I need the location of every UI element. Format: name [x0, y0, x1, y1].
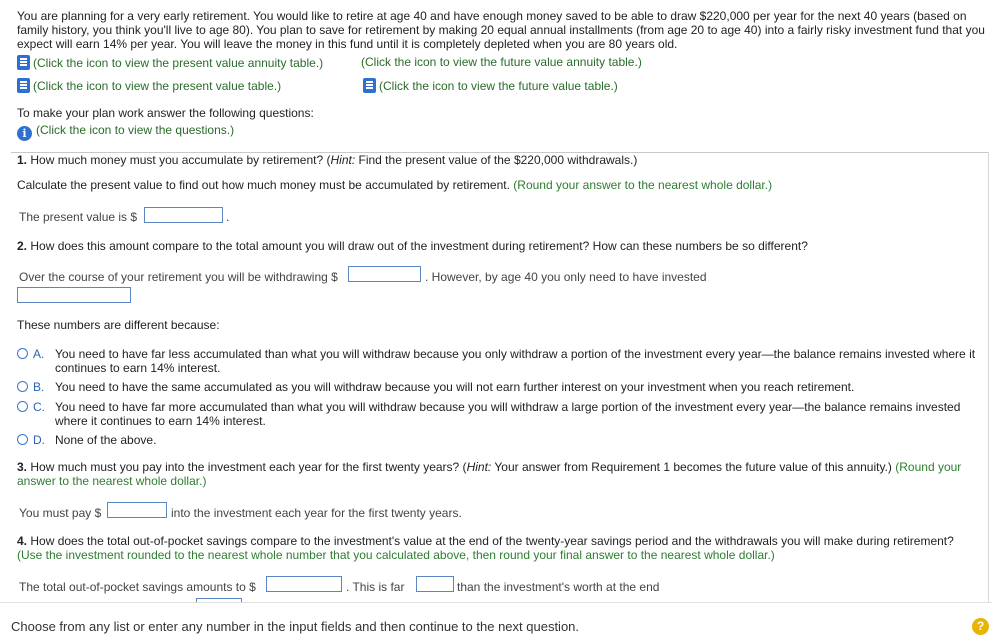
pv-annuity-link[interactable]: (Click the icon to view the present value annuity table.): [17, 55, 323, 70]
book-icon[interactable]: [17, 55, 30, 70]
question-3: 3. How much must you pay into the investment each year for the first twenty years? (Hint: Your answer from Requirement 1 becomes the future value of this annuity.) (Round your answer to the nearest whole dollar.): [17, 460, 962, 488]
annual-payment-input[interactable]: [107, 502, 167, 518]
present-value-label: The present value is $: [19, 210, 138, 224]
pv-table-link[interactable]: (Click the icon to view the present value table.): [17, 78, 281, 93]
questions-link[interactable]: i (Click the icon to view the questions.): [17, 123, 234, 141]
withdraw-label: Over the course of your retirement you will be withdrawing $: [19, 270, 338, 284]
radio-button[interactable]: [17, 381, 28, 392]
question-1-instructions: Calculate the present value to find out how much money must be accumulated by retirement. (Round your answer to the nearest whole dollar.): [17, 178, 773, 192]
invested-label: . However, by age 40 you only need to have invested: [425, 270, 707, 284]
far-label: . This is far: [346, 580, 405, 594]
plan-text: To make your plan work answer the following questions:: [17, 106, 314, 120]
radio-button[interactable]: [17, 434, 28, 445]
option-a[interactable]: A. You need to have far less accumulated than what you will withdraw because you only withdraw a portion of the investment every year—the balance remains invested where it continues to earn 14% interest.: [17, 347, 982, 375]
because-text: These numbers are different because:: [17, 318, 220, 332]
problem-intro: You are planning for a very early retirement. You would like to retire at age 40 and have enough money saved to be able to draw $220,000 per year for the next 40 years (based on family history, you think you'll live to age 80). You plan to save for retirement by making 20 equal annual installments (from age 20 to age 40) into a fairly risky investment fund that you expect will earn 14% per year. You will leave the money in this fund until it is completely depleted when you are 80 years old.: [17, 9, 985, 51]
fv-annuity-link[interactable]: (Click the icon to view the future value annuity table.): [361, 55, 642, 69]
help-icon[interactable]: ?: [972, 618, 989, 635]
fv-table-link[interactable]: (Click the icon to view the future value table.): [363, 78, 618, 93]
total-savings-label: The total out-of-pocket savings amounts to $: [19, 580, 256, 594]
option-d[interactable]: D. None of the above.: [17, 433, 982, 447]
radio-button[interactable]: [17, 401, 28, 412]
period-text: .: [226, 210, 230, 224]
withdraw-input[interactable]: [348, 266, 421, 282]
panel-border: [988, 152, 989, 602]
option-c[interactable]: C. You need to have far more accumulated than what you will withdraw because you will withdraw a large portion of the investment every year—the balance remains invested where it continues to earn 14% interest.: [17, 400, 982, 428]
comparison-dropdown[interactable]: [416, 576, 454, 592]
info-icon[interactable]: i: [17, 126, 32, 141]
radio-button[interactable]: [17, 348, 28, 359]
present-value-input[interactable]: [144, 207, 223, 223]
question-2: 2. How does this amount compare to the total amount you will draw out of the investment during retirement? How can these numbers be so different?: [17, 239, 808, 253]
question-4: 4. How does the total out-of-pocket savings compare to the investment's value at the end of the twenty-year savings period and the withdrawals you will make during retirement? (Use the investment rounded to the nearest whole number that you calculated above, then round your final answer to the nearest whole dollar.): [17, 534, 954, 562]
invested-input[interactable]: [17, 287, 131, 303]
footer-instructions: Choose from any list or enter any number in the input fields and then continue to the next question.: [11, 619, 580, 634]
option-b[interactable]: B. You need to have the same accumulated as you will withdraw because you will not earn further interest on your investment when you reach retirement.: [17, 380, 982, 394]
than-label: than the investment's worth at the end: [457, 580, 660, 594]
pay-label: You must pay $: [19, 506, 102, 520]
pay-suffix: into the investment each year for the first twenty years.: [171, 506, 462, 520]
question-1: 1. How much money must you accumulate by retirement? (Hint: Find the present value of the $220,000 withdrawals.): [17, 153, 638, 167]
total-savings-input[interactable]: [266, 576, 342, 592]
book-icon[interactable]: [17, 78, 30, 93]
book-icon[interactable]: [363, 78, 376, 93]
footer-divider: [0, 602, 992, 603]
